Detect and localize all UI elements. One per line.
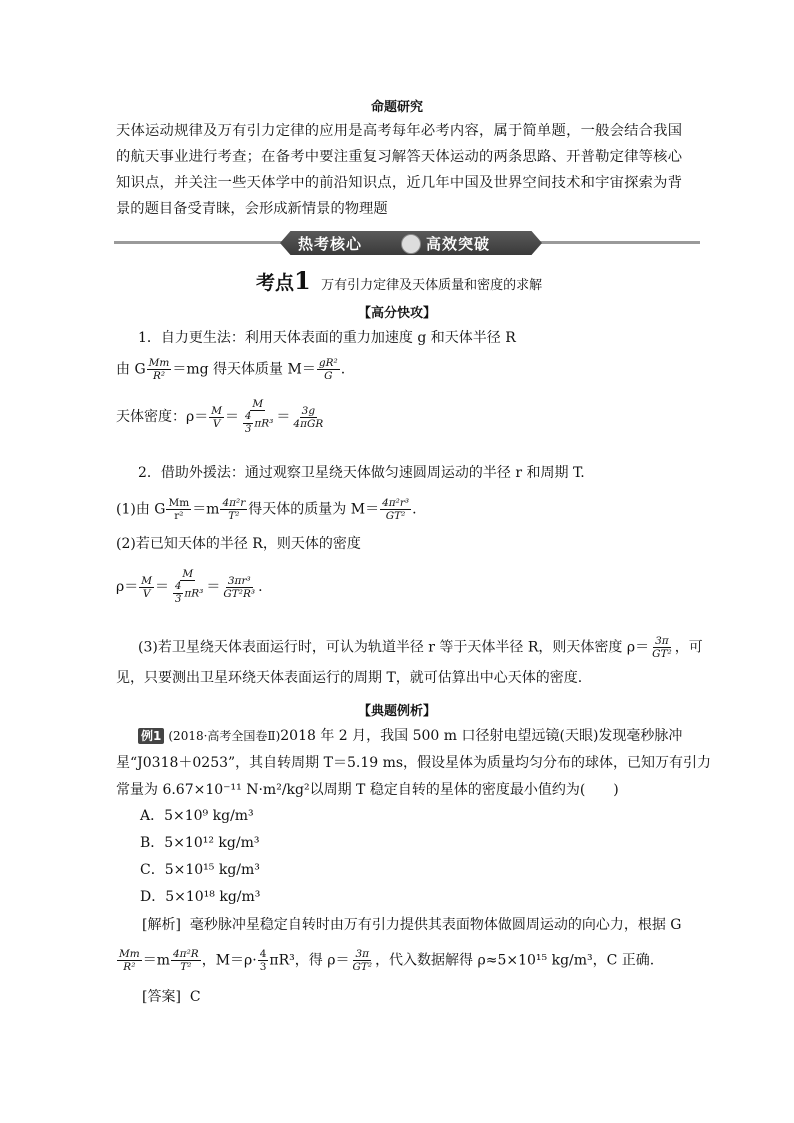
example-source: (2018·高考全国卷Ⅱ)	[168, 729, 281, 743]
answer-line	[142, 987, 201, 1007]
method1-formula-density: 天体密度：ρ＝ $\frac{M}{V}$ ＝ M $\frac{4}{3}$ πR³ ＝ $\frac{3g}{\text{4πGR}}$	[116, 398, 324, 435]
method2-title: 2．借助外援法：通过观察卫星绕天体做匀速圆周运动的半径 r 和周期 T.	[138, 465, 585, 481]
kaodian-title: 万有引力定律及天体质量和密度的求解	[321, 278, 543, 293]
section-heading-example: 【典题例析】	[357, 704, 436, 719]
analysis-line1: [解析] 毫秒脉冲星稳定自转时由万有引力提供其表面物体做圆周运动的向心力，根据 G	[142, 917, 682, 933]
method1-formula-mass: 由 G $\frac{Mm}{\text{R²}}$ ＝mg 得天体质量 M＝ $\frac{\text{gR²}}{G}$ .	[116, 357, 346, 382]
option-d: D．5×10¹⁸ kg/m³	[140, 889, 261, 905]
banner-right-text: 高效突破	[426, 235, 491, 253]
banner-left-text: 热考核心	[298, 235, 363, 253]
example-tag: 例1	[138, 728, 164, 744]
intro-paragraph: 天体运动规律及万有引力定律的应用是高考每年必考内容，属于简单题，一般会结合我国的航天事业进行考查；在备考中要注重复习解答天体运动的两条思路、开普勒定律等核心知识点，并关注一些天体学中的前沿知识点，近几年中国及世界空间技术和宇宙探索为背景的题目备受青睐，会形成新情景的物理题	[116, 123, 682, 217]
method1-title: 1．自力更生法：利用天体表面的重力加速度 g 和天体半径 R	[138, 330, 516, 346]
method2-step3-cont: 见，只要测出卫星环绕天体表面运行的周期 T，就可估算出中心天体的密度.	[116, 670, 583, 686]
option-c: C．5×10¹⁵ kg/m³	[140, 862, 260, 878]
answer-label: [答案]	[142, 989, 181, 1005]
section-heading-quick: 【高分快攻】	[357, 306, 436, 321]
example-question-line3: 常量为 6.67×10⁻¹¹ N·m²/kg²以周期 T 稳定自转的星体的密度最小值约为( )	[116, 782, 619, 798]
analysis-label: [解析]	[142, 917, 181, 933]
analysis-line2: $\frac{Mm}{\text{R²}}$ ＝m $\frac{\text{4π²R}}{\text{T²}}$ ，M＝ρ· $\frac{4}{3}$ πR³，得 ρ＝ $\frac{3\pi}{\text{GT²}}$ ，代入数据解得 ρ≈5×10¹⁵ kg/m³，C 正确.	[119, 948, 655, 973]
option-b: B．5×10¹² kg/m³	[140, 835, 260, 851]
method2-step1: (1)由 G $\frac{Mm}{\text{r²}}$ ＝m $\frac{\text{4π²r}}{\text{T²}}$ 得天体的质量为 M＝ $\frac{\text{4π²r³}}{\text{GT²}}$ .	[116, 497, 417, 522]
section-banner	[114, 230, 700, 258]
example-question-line2: 星“J0318＋0253”，其自转周期 T＝5.19 ms，假设星体为质量均匀分布的球体，已知万有引力	[116, 755, 712, 771]
method2-step2-formula: ρ＝ $\frac{M}{V}$ ＝ M $\frac{4}{3}$ πR³ ＝ $\frac{\text{3πr³}}{\text{GT²R³}}$ .	[116, 568, 263, 605]
kaodian-number: 1	[294, 266, 311, 295]
intro-title: 命题研究	[370, 100, 423, 115]
method2-step3: (3)若卫星绕天体表面运行时，可认为轨道半径 r 等于天体半径 R，则天体密度 ρ＝ $\frac{3\pi}{\text{GT²}}$ ，可	[138, 635, 703, 660]
kaodian-label: 考点	[256, 272, 295, 294]
method2-step2: (2)若已知天体的半径 R，则天体的密度	[116, 536, 361, 552]
kaodian-heading	[256, 268, 542, 299]
example-question-line1: 例1 (2018·高考全国卷Ⅱ)2018 年 2 月，我国 500 m 口径射电望远镜(天眼)发现毫秒脉冲	[138, 726, 682, 746]
option-a: A．5×10⁹ kg/m³	[140, 808, 254, 824]
answer-value: C	[189, 989, 201, 1005]
banner-knot-icon	[401, 234, 421, 254]
